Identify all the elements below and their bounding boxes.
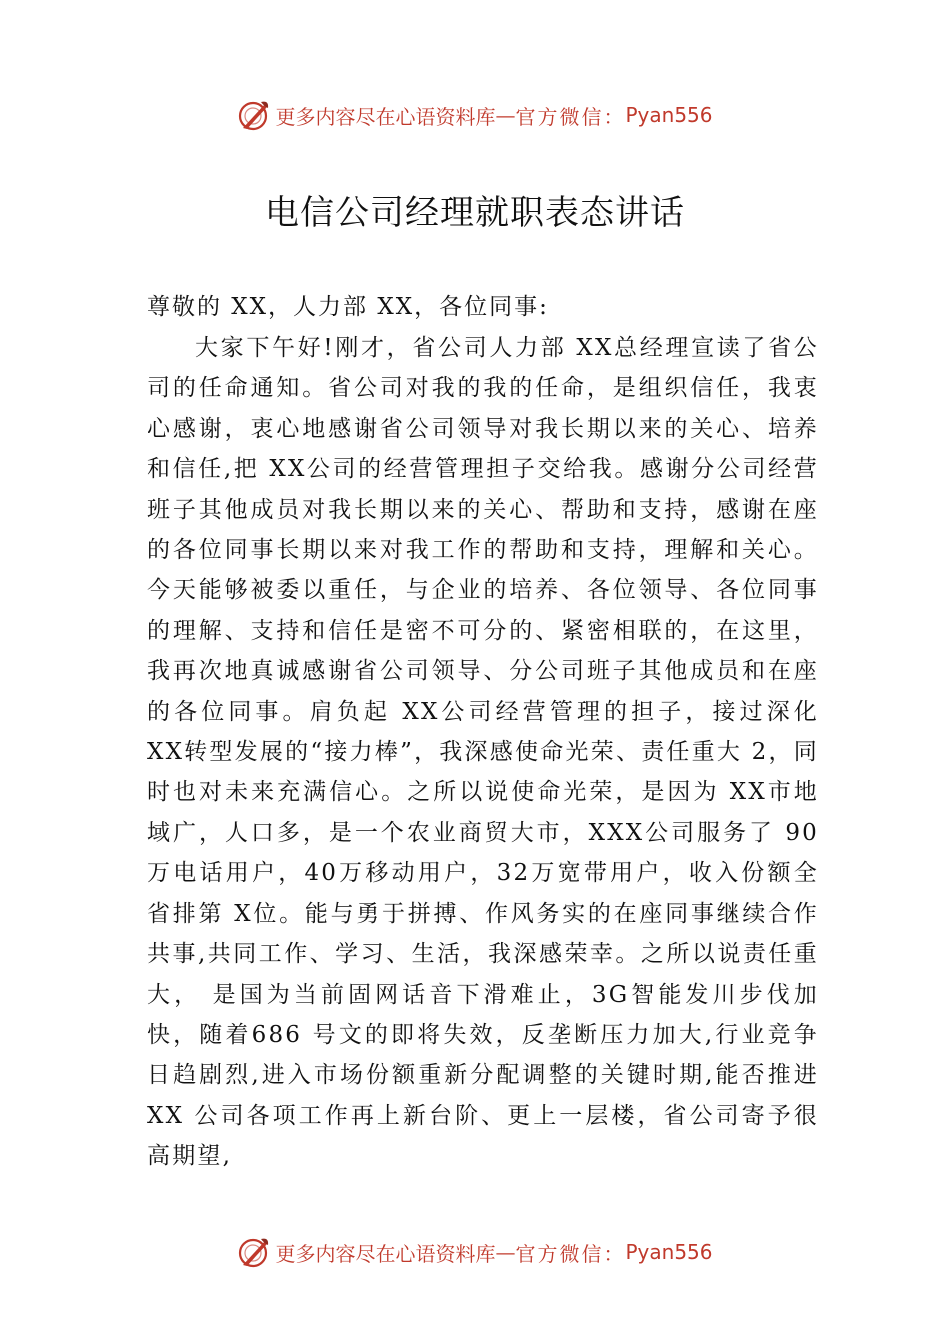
watermark-separator: — <box>495 103 516 127</box>
watermark-brand-text: 更多内容尽在心语资料库 <box>275 1241 496 1266</box>
document-title: 电信公司经理就职表态讲话 <box>265 193 685 233</box>
watermark-wechat-label: 官方微信： <box>515 1241 626 1266</box>
quill-pen-logo-icon <box>237 1235 271 1269</box>
watermark-wechat-id: Pyan556 <box>625 1240 713 1264</box>
watermark-separator: — <box>495 1240 516 1264</box>
watermark-brand-text: 更多内容尽在心语资料库 <box>275 104 496 129</box>
quill-pen-logo-icon <box>237 98 271 132</box>
watermark-wechat-id: Pyan556 <box>625 103 713 127</box>
body-paragraph: 大家下午好!刚才，省公司人力部 XX总经理宣读了省公司的任命通知。省公司对我的我的任命，是组织信任，我衷心感谢，衷心地感谢省公司领导对我长期以来的关心、培养和信任,把 XX公司的经营管理担子交给我。感谢分公司经营班子其他成员对我长期以来的关心、帮助和支持，感谢在座的各位同事长期以来对我工作的帮助和支持，理解和关心。 今天能够被委以重任，与企业的培养、各位领导、各位同事的理解、支持和信任是密不可分的、紧密相联的，在这里， 我再次地真诚感谢省公司领导、分公司班子其他成员和在座的各位同事。肩负起 XX公司经营管理的担子，接过深化 XX转型发展的“接力棒”，我深感使命光荣、责任重大 2，同时也对未来充满信心。之所以说使命光荣，是因为 XX市地域广，人口多，是一个农业商贸大市，XXX公司服务了 90万电话用户，40万移动用户，32万宽带用户，收入份额全省排第 X位。能与勇于拼搏、作风务实的在座同事继续合作共事,共同工作、学习、生活，我深感荣幸。之所以说责任重大， 是国为当前固网话音下滑难止，3G智能发川步伐加快，随着686 号文的即将失效，反垄断压力加大,行业竞争日趋剧烈,进入市场份额重新分配调整的关键时期,能否推进 XX 公司各项工作再上新台阶、更上一层楼，省公司寄予很高期望, <box>147 335 819 1170</box>
watermark-wechat-label: 官方微信： <box>515 104 626 129</box>
salutation: 尊敬的 XX，人力部 XX，各位同事: <box>147 294 549 320</box>
watermark-banner-bottom <box>0 1232 950 1272</box>
watermark-banner-top <box>0 95 950 135</box>
